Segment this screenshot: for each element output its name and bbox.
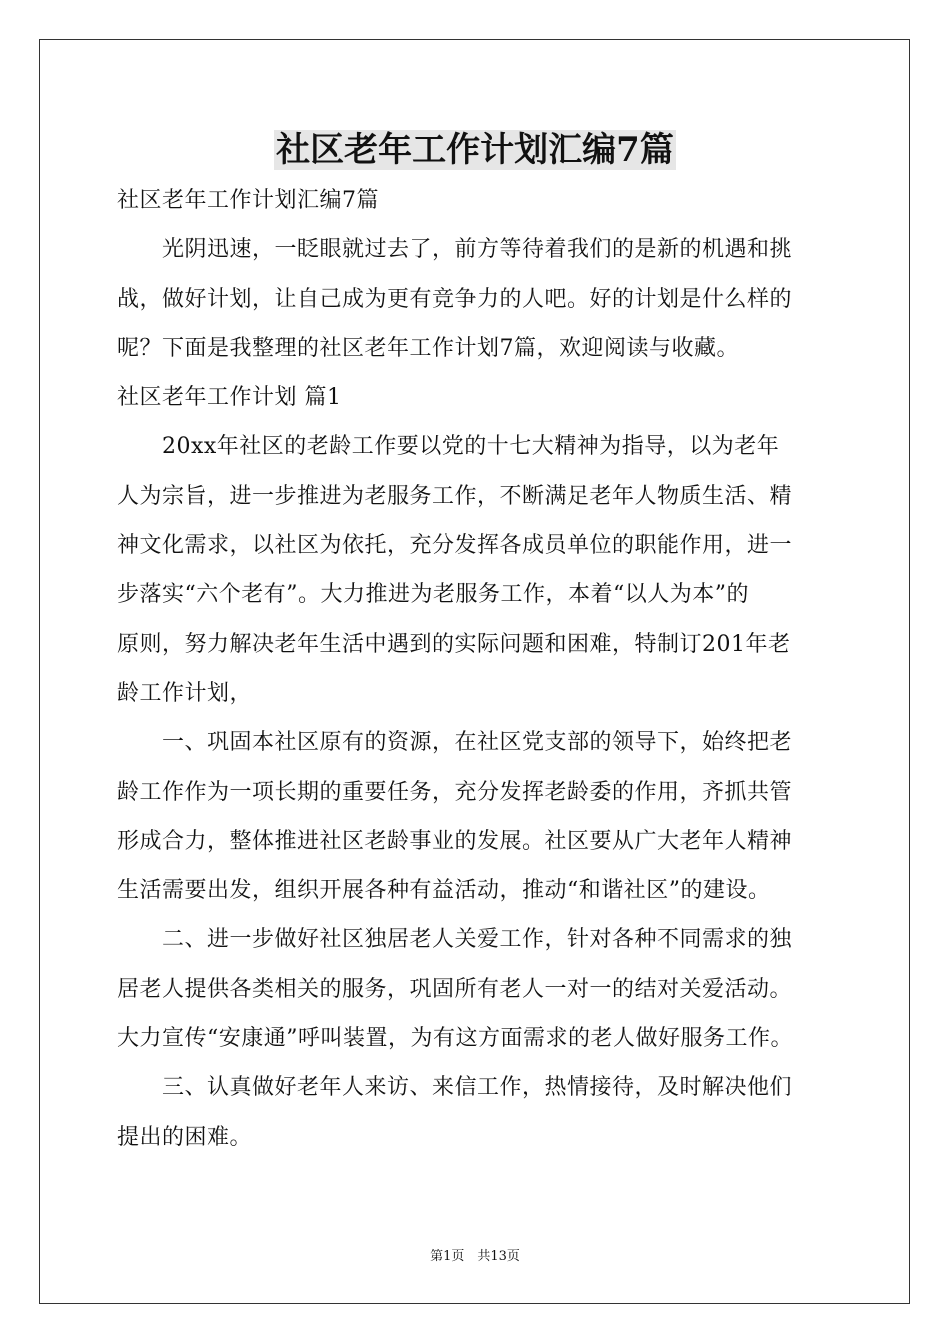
body-line: 光阴迅速，一眨眼就过去了，前方等待着我们的是新的机遇和挑 — [117, 237, 793, 263]
body-line: 20xx年社区的老龄工作要以党的十七大精神为指导，以为老年 — [117, 434, 780, 460]
body-line: 提出的困难。 — [117, 1124, 253, 1150]
body-line: 大力宣传“安康通”呼叫装置，为有这方面需求的老人做好服务工作。 — [117, 1026, 793, 1052]
body-line: 原则，努力解决老年生活中遇到的实际问题和困难，特制订201年老 — [117, 631, 791, 657]
body-line: 三、认真做好老年人来访、来信工作，热情接待，及时解决他们 — [117, 1075, 793, 1101]
document-body — [117, 176, 835, 1162]
body-line: 步落实“六个老有”。大力推进为老服务工作，本着“以人为本”的 — [117, 582, 749, 608]
body-line: 神文化需求，以社区为依托，充分发挥各成员单位的职能作用，进一 — [117, 533, 793, 559]
document-title-text: 社区老年工作计划汇编7篇 — [276, 130, 674, 170]
document-title — [0, 124, 950, 176]
body-line: 二、进一步做好社区独居老人关爱工作，针对各种不同需求的独 — [117, 927, 793, 953]
body-line: 呢？下面是我整理的社区老年工作计划7篇，欢迎阅读与收藏。 — [117, 335, 739, 361]
body-line: 龄工作计划， — [117, 680, 253, 706]
body-line: 形成合力，整体推进社区老龄事业的发展。社区要从广大老年人精神 — [117, 828, 793, 854]
page-number: 第1页 共13页 — [430, 1249, 520, 1264]
body-line: 社区老年工作计划汇编7篇 — [117, 188, 379, 213]
body-line: 人为宗旨，进一步推进为老服务工作，不断满足老年人物质生活、精 — [117, 483, 793, 509]
body-line: 战，做好计划，让自己成为更有竞争力的人吧。好的计划是什么样的 — [117, 286, 793, 312]
section-heading: 社区老年工作计划 篇1 — [117, 385, 342, 411]
body-line: 居老人提供各类相关的服务，巩固所有老人一对一的结对关爱活动。 — [117, 976, 793, 1002]
body-line: 一、巩固本社区原有的资源，在社区党支部的领导下，始终把老 — [117, 730, 793, 756]
body-line: 生活需要出发，组织开展各种有益活动，推动“和谐社区”的建设。 — [117, 878, 771, 904]
body-line: 龄工作作为一项长期的重要任务，充分发挥老龄委的作用，齐抓共管 — [117, 779, 793, 805]
